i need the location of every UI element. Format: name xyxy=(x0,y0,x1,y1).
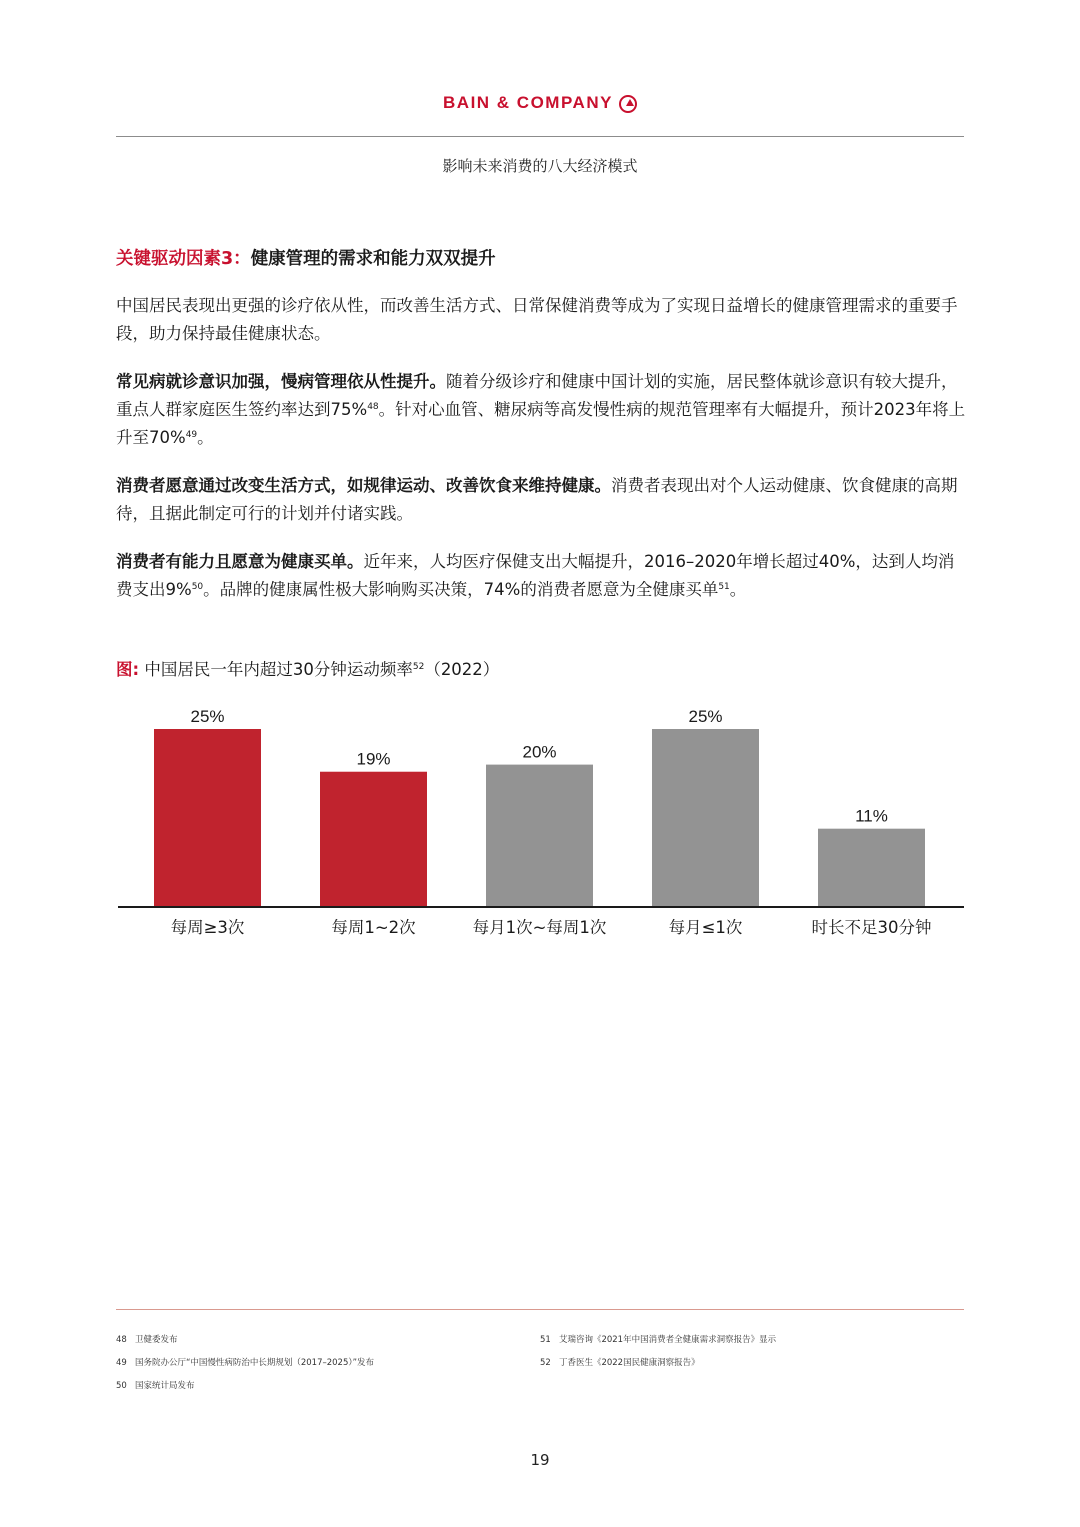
footnote-49 xyxy=(116,1356,374,1368)
footnote-51 xyxy=(540,1333,776,1345)
footnote-number: 51 xyxy=(540,1335,551,1345)
footnote-divider xyxy=(116,1309,964,1310)
compass-logo-icon xyxy=(619,95,637,113)
paragraph-2-lead: 消费者愿意通过改变生活方式，如规律运动、改善饮食来维持健康。 xyxy=(116,476,611,495)
paragraph-1-text-a: 随着分级诊疗和健康中国计划的实施，居民整体就诊意识有较大提升，重点人群家庭医生签约率达到75% xyxy=(116,372,958,419)
footnote-number: 49 xyxy=(116,1358,127,1368)
figure-label: 图: xyxy=(116,660,140,679)
footnote-ref-49[interactable]: 49 xyxy=(185,430,198,440)
footnote-52 xyxy=(540,1356,700,1368)
bar-value-label-2: 19% xyxy=(356,749,391,769)
section-title xyxy=(116,245,496,270)
paragraph-3 xyxy=(116,548,968,604)
footnote-text: 国家统计局发布 xyxy=(134,1381,195,1391)
bar-1 xyxy=(154,729,261,907)
paragraph-1-text-c: 。 xyxy=(197,428,214,447)
footnote-ref-50[interactable]: 50 xyxy=(191,582,204,592)
paragraph-3-text-b: 。品牌的健康属性极大影响购买决策，74%的消费者愿意为全健康买单 xyxy=(203,580,719,599)
category-label-3: 每月1次~每周1次 xyxy=(472,918,607,937)
paragraph-1 xyxy=(116,368,968,452)
intro-paragraph: 中国居民表现出更强的诊疗依从性，而改善生活方式、日常保健消费等成为了实现日益增长的健康管理需求的重要手段，助力保持最佳健康状态。 xyxy=(116,296,958,343)
bar-4 xyxy=(652,729,759,907)
footnote-text: 艾瑞咨询《2021年中国消费者全健康需求洞察报告》显示 xyxy=(558,1335,777,1345)
paragraph-1-lead: 常见病就诊意识加强，慢病管理依从性提升。 xyxy=(116,372,446,391)
bar-value-label-5: 11% xyxy=(855,806,888,826)
footnote-ref-51[interactable]: 51 xyxy=(718,582,730,592)
footnote-number: 48 xyxy=(116,1335,127,1345)
figure-title-text: 中国居民一年内超过30分钟运动频率 xyxy=(139,660,413,679)
figure-title xyxy=(116,656,499,680)
category-label-4: 每月≤1次 xyxy=(668,918,743,937)
report-subtitle: 影响未来消费的八大经济模式 xyxy=(442,157,638,175)
paragraph-2-text: 消费者表现出对个人运动健康、饮食健康的高期待，且据此制定可行的计划并付诸实践。 xyxy=(116,476,958,523)
header-divider xyxy=(116,136,964,137)
bar-5 xyxy=(818,829,925,907)
category-label-2: 每周1~2次 xyxy=(331,918,416,937)
footnote-48 xyxy=(116,1333,177,1345)
paragraph-3-text-a: 近年来，人均医疗保健支出大幅提升，2016–2020年增长超过40%，达到人均消费支出9% xyxy=(116,552,955,599)
footnote-text: 国务院办公厅“中国慢性病防治中长期规划（2017–2025）”发布 xyxy=(134,1358,375,1368)
figure-year: （2022） xyxy=(424,660,500,679)
paragraph-1-text-b: 。针对心血管、糖尿病等高发慢性病的规范管理率有大幅提升，预计2023年将上升至70% xyxy=(116,400,966,447)
footnote-text: 卫健委发布 xyxy=(134,1335,178,1345)
paragraph-2 xyxy=(116,472,968,528)
bar-value-label-3: 20% xyxy=(522,742,557,762)
exercise-frequency-bar-chart xyxy=(110,690,970,950)
section-title-prefix: 关键驱动因素3： xyxy=(116,249,251,269)
category-label-1: 每周≥3次 xyxy=(170,918,245,937)
footnote-50 xyxy=(116,1379,194,1391)
category-label-5: 时长不足30分钟 xyxy=(811,918,932,937)
footnote-number: 50 xyxy=(116,1381,127,1391)
bar-2 xyxy=(320,772,427,907)
section-title-main: 健康管理的需求和能力双双提升 xyxy=(250,249,496,269)
footnote-number: 52 xyxy=(540,1358,551,1368)
bar-value-label-1: 25% xyxy=(190,707,225,726)
paragraph-3-text-c: 。 xyxy=(729,580,747,599)
page-number: 19 xyxy=(530,1451,550,1469)
paragraph-3-lead: 消费者有能力且愿意为健康买单。 xyxy=(116,552,364,571)
footnote-text: 丁香医生《2022国民健康洞察报告》 xyxy=(558,1358,700,1368)
bar-3 xyxy=(486,765,593,907)
footnote-ref-48[interactable]: 48 xyxy=(367,402,379,412)
footnote-ref-52[interactable]: 52 xyxy=(412,662,425,672)
brand-name: BAIN & COMPANY xyxy=(443,93,613,112)
brand-logo xyxy=(0,93,1080,113)
bar-value-label-4: 25% xyxy=(688,707,723,726)
